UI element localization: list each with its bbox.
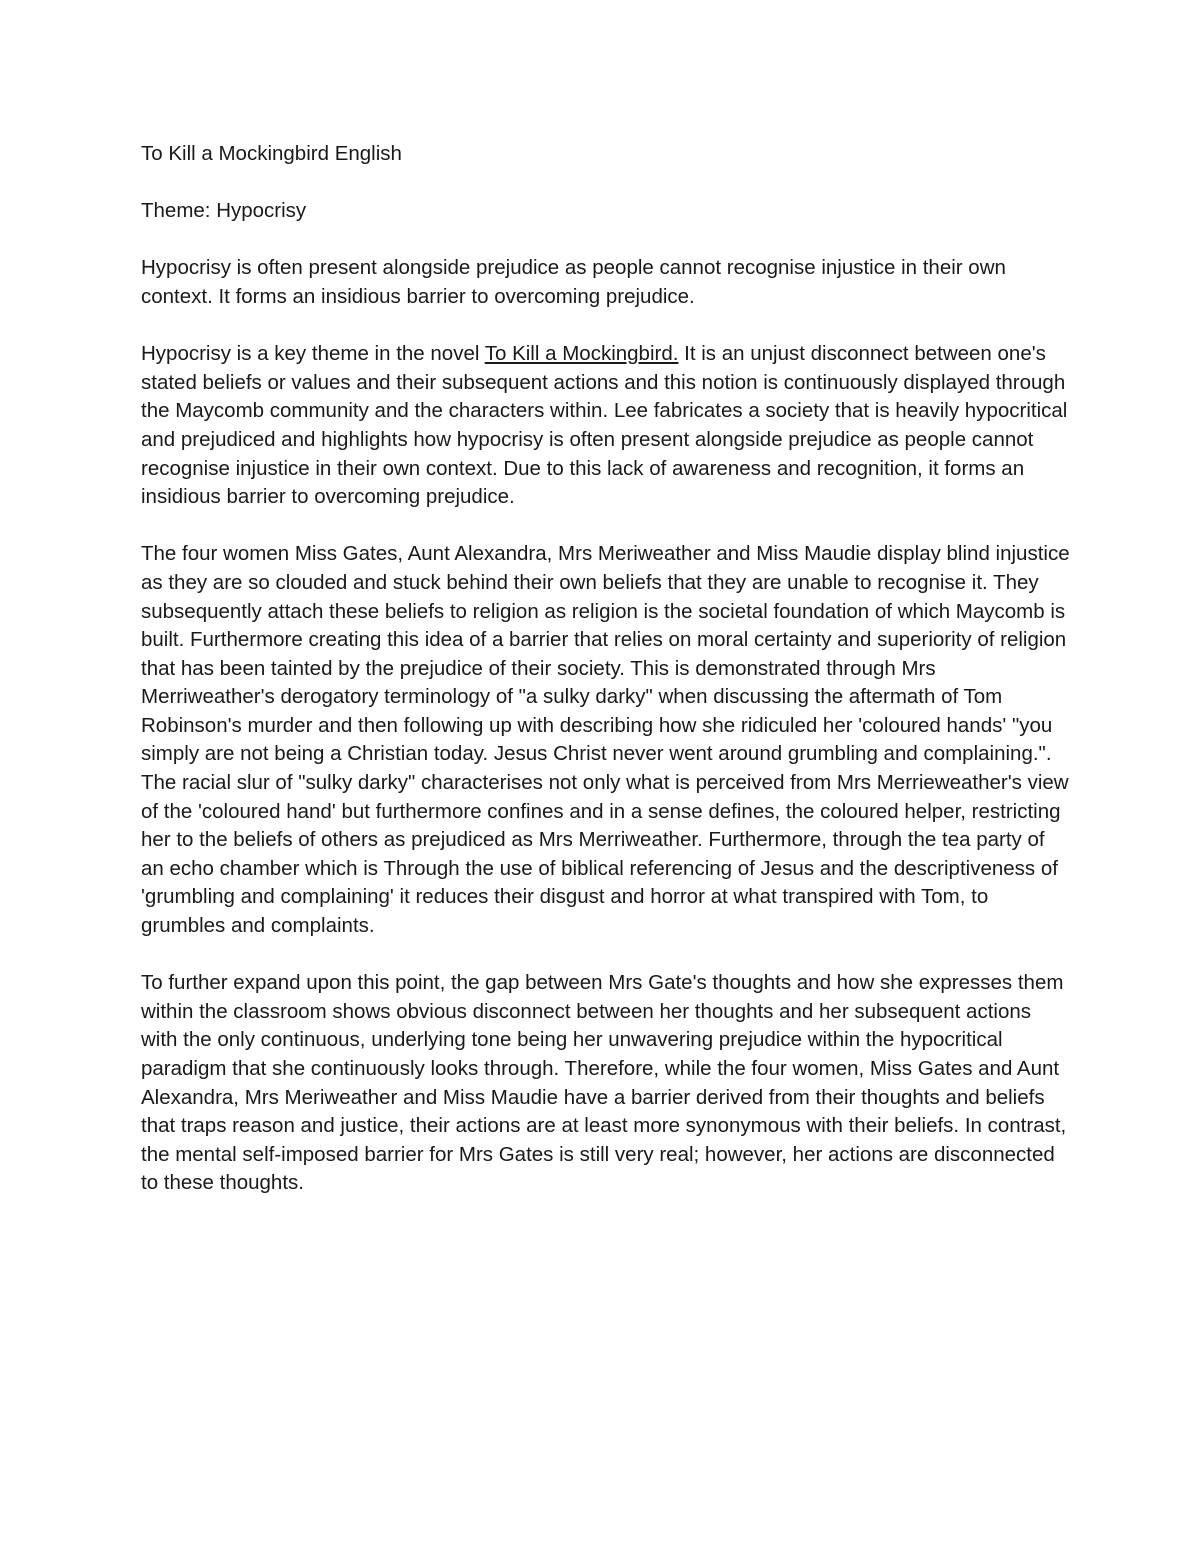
- body-paragraph-1: [141, 340, 1071, 512]
- intro-paragraph: Hypocrisy is often present alongside prejudice as people cannot recognise injustice in their own context. It forms an insidious barrier to overcoming prejudice.: [141, 256, 1006, 308]
- paragraph-text: It is an unjust disconnect between one's stated beliefs or values and their subsequent actions and this notion is continuously displayed through the Maycomb community and the characters within. Lee fabricates a society that is heavily hypocritical and prejudiced and highlights how hypocrisy is often present alongside prejudice as people cannot recognise injustice in their own context. Due to this lack of awareness and recognition, it forms an insidious barrier to overcoming prejudice.: [141, 342, 1068, 509]
- book-title: To Kill a Mockingbird.: [484, 342, 679, 366]
- body-paragraph-3: To further expand upon this point, the gap between Mrs Gate's thoughts and how she expresses them within the classroom shows obvious disconnect between her thoughts and her subsequent actions with the only continuous, underlying tone being her unwavering prejudice within the hypocritical paradigm that she continuously looks through. Therefore, while the four women, Miss Gates and Aunt Alexandra, Mrs Meriweather and Miss Maudie have a barrier derived from their thoughts and beliefs that traps reason and justice, their actions are at least more synonymous with their beliefs. In contrast, the mental self-imposed barrier for Mrs Gates is still very real; however, her actions are disconnected to these thoughts.: [141, 971, 1067, 1195]
- document-page: [141, 140, 1071, 1227]
- theme-heading: Theme: Hypocrisy: [141, 199, 307, 223]
- paragraph-text: Hypocrisy is a key theme in the novel: [141, 342, 485, 366]
- body-paragraph-2: The four women Miss Gates, Aunt Alexandra, Mrs Meriweather and Miss Maudie display blind injustice as they are so clouded and stuck behind their own beliefs that they are unable to recognise it. They subsequently attach these beliefs to religion as religion is the societal foundation of which Maycomb is built. Furthermore creating this idea of a barrier that relies on moral certainty and superiority of religion that has been tainted by the prejudice of their society. This is demonstrated through Mrs Merriweather's derogatory terminology of "a sulky darky" when discussing the aftermath of Tom Robinson's murder and then following up with describing how she ridiculed her 'coloured hands' "you simply are not being a Christian today. Jesus Christ never went around grumbling and complaining.". The racial slur of "sulky darky" characterises not only what is perceived from Mrs Merrieweather's view of the 'coloured hand' but furthermore confines and in a sense defines, the coloured helper, restricting her to the beliefs of others as prejudiced as Mrs Merriweather. Furthermore, through the tea party of an echo chamber which is Through the use of biblical referencing of Jesus and the descriptiveness of 'grumbling and complaining' it reduces their disgust and horror at what transpired with Tom, to grumbles and complaints.: [141, 542, 1070, 938]
- document-title: To Kill a Mockingbird English: [141, 142, 402, 165]
